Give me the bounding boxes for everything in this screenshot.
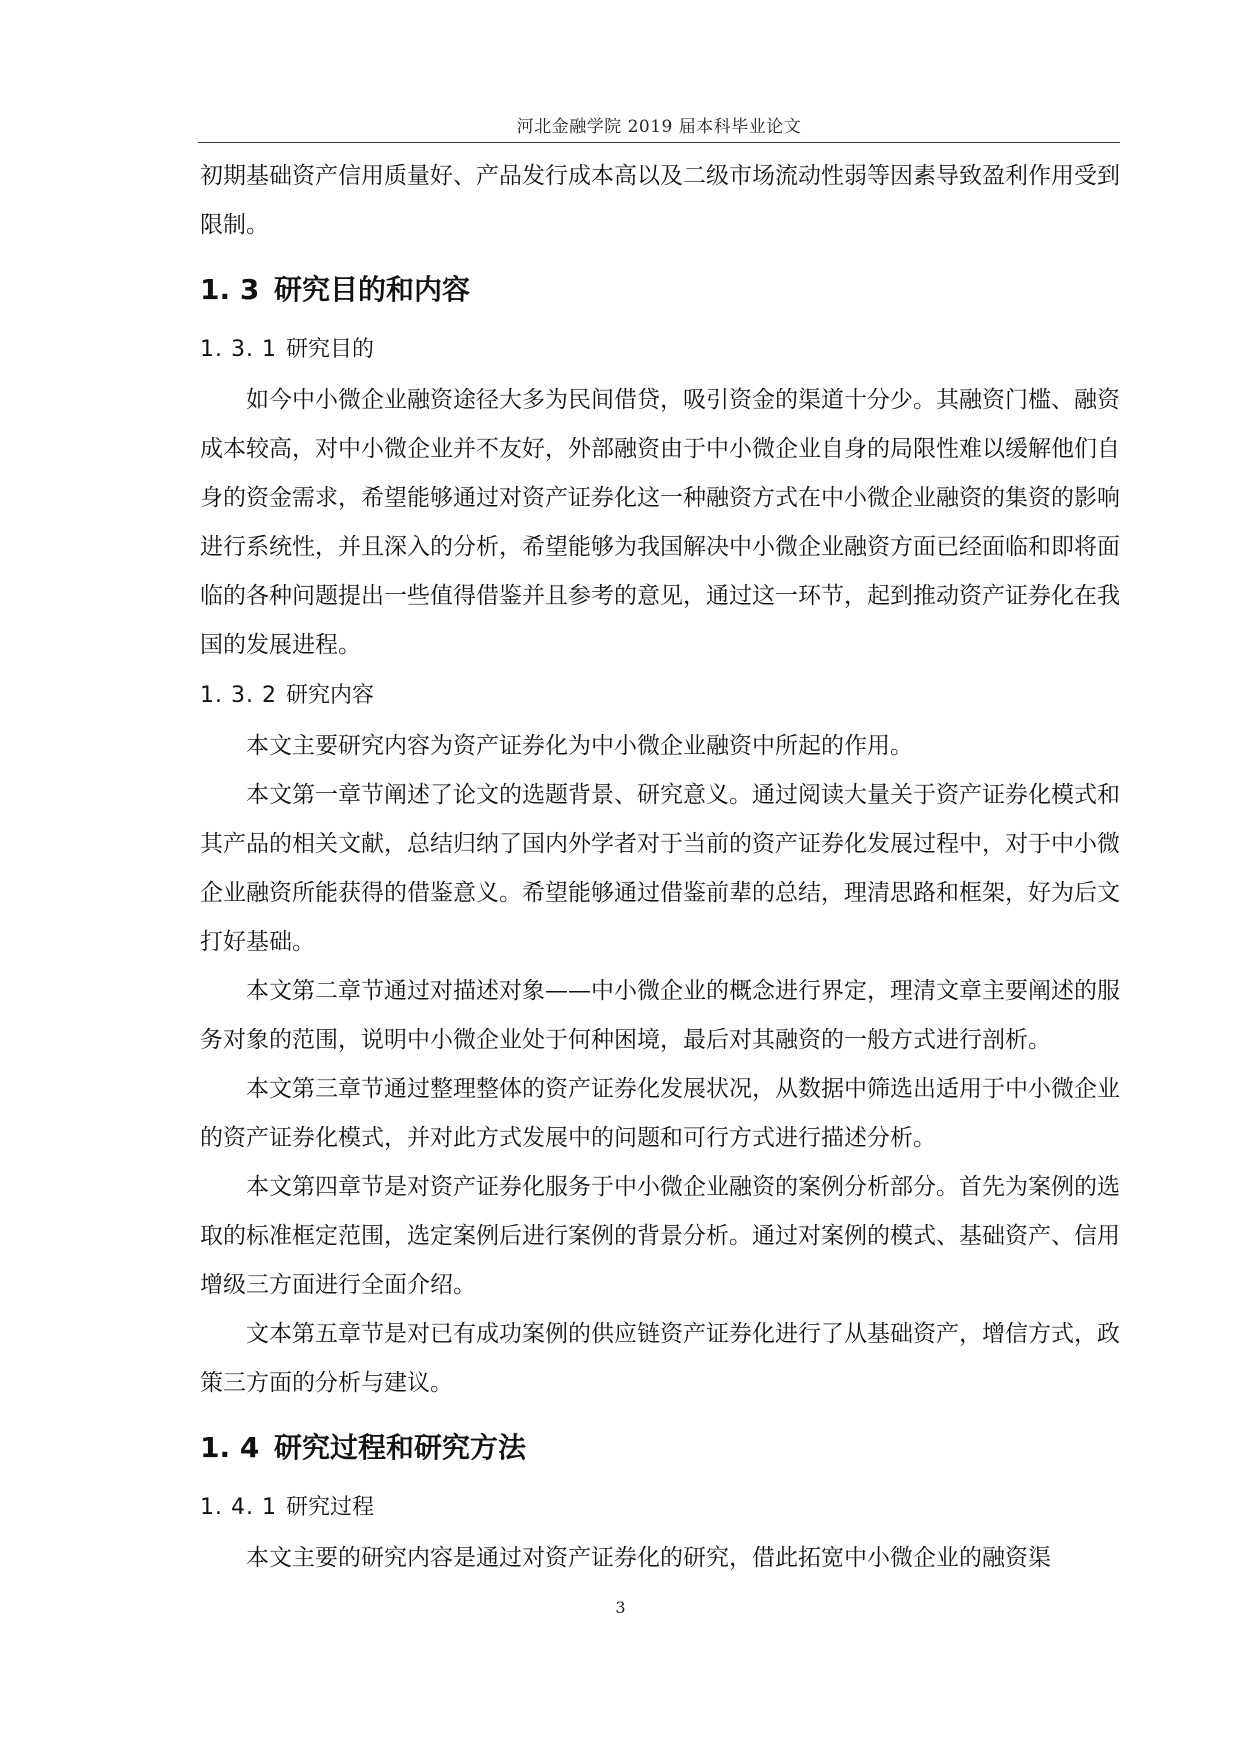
page-number: 3: [615, 1598, 626, 1617]
subsection-title: 研究过程: [286, 1495, 375, 1520]
subsection-number: 1. 3. 1: [200, 337, 277, 362]
section-heading-1-3: [200, 260, 1120, 320]
header-rule: [198, 142, 1120, 143]
section-heading-1-4: [200, 1418, 1120, 1478]
paragraph: 文本第五章节是对已有成功案例的供应链资产证券化进行了从基础资产，增信方式，政策三方面的分析与建议。: [200, 1321, 1120, 1396]
subsection-number: 1. 4. 1: [200, 1495, 277, 1520]
subsection-heading-1-3-2: [200, 670, 1120, 722]
running-header: 河北金融学院 2019 届本科毕业论文: [516, 117, 802, 137]
subsection-heading-1-4-1: [200, 1482, 1120, 1534]
page-content: [200, 152, 1120, 1583]
paragraph: 本文第四章节是对资产证券化服务于中小微企业融资的案例分析部分。首先为案例的选取的标准框定范围，选定案例后进行案例的背景分析。通过对案例的模式、基础资产、信用增级三方面进行全面介绍。: [200, 1174, 1120, 1298]
paragraph: 本文主要的研究内容是通过对资产证券化的研究，借此拓宽中小微企业的融资渠: [246, 1545, 1051, 1571]
section-title: 研究过程和研究方法: [274, 1431, 527, 1464]
paragraph: 本文第三章节通过整理整体的资产证券化发展状况，从数据中筛选出适用于中小微企业的资产证券化模式，并对此方式发展中的问题和可行方式进行描述分析。: [200, 1076, 1120, 1151]
continuation-paragraph: 初期基础资产信用质量好、产品发行成本高以及二级市场流动性弱等因素导致盈利作用受到限制。: [200, 163, 1120, 238]
subsection-title: 研究目的: [286, 337, 375, 362]
section-title: 研究目的和内容: [274, 273, 471, 306]
subsection-heading-1-3-1: [200, 324, 1120, 376]
section-number: 1. 4: [200, 1431, 260, 1464]
paragraph: 本文第二章节通过对描述对象——中小微企业的概念进行界定，理清文章主要阐述的服务对象的范围，说明中小微企业处于何种困境，最后对其融资的一般方式进行剖析。: [200, 978, 1120, 1053]
paragraph: 本文第一章节阐述了论文的选题背景、研究意义。通过阅读大量关于资产证券化模式和其产品的相关文献，总结归纳了国内外学者对于当前的资产证券化发展过程中，对于中小微企业融资所能获得的借鉴意义。希望能够通过借鉴前辈的总结，理清思路和框架，好为后文打好基础。: [200, 782, 1120, 955]
subsection-number: 1. 3. 2: [200, 683, 277, 708]
paragraph: 如今中小微企业融资途径大多为民间借贷，吸引资金的渠道十分少。其融资门槛、融资成本较高，对中小微企业并不友好，外部融资由于中小微企业自身的局限性难以缓解他们自身的资金需求，希望能够通过对资产证券化这一种融资方式在中小微企业融资的集资的影响进行系统性，并且深入的分析，希望能够为我国解决中小微企业融资方面已经面临和即将面临的各种问题提出一些值得借鉴并且参考的意见，通过这一环节，起到推动资产证券化在我国的发展进程。: [200, 387, 1120, 658]
section-number: 1. 3: [200, 273, 260, 306]
subsection-title: 研究内容: [286, 683, 375, 708]
paragraph: 本文主要研究内容为资产证券化为中小微企业融资中所起的作用。: [246, 733, 913, 759]
